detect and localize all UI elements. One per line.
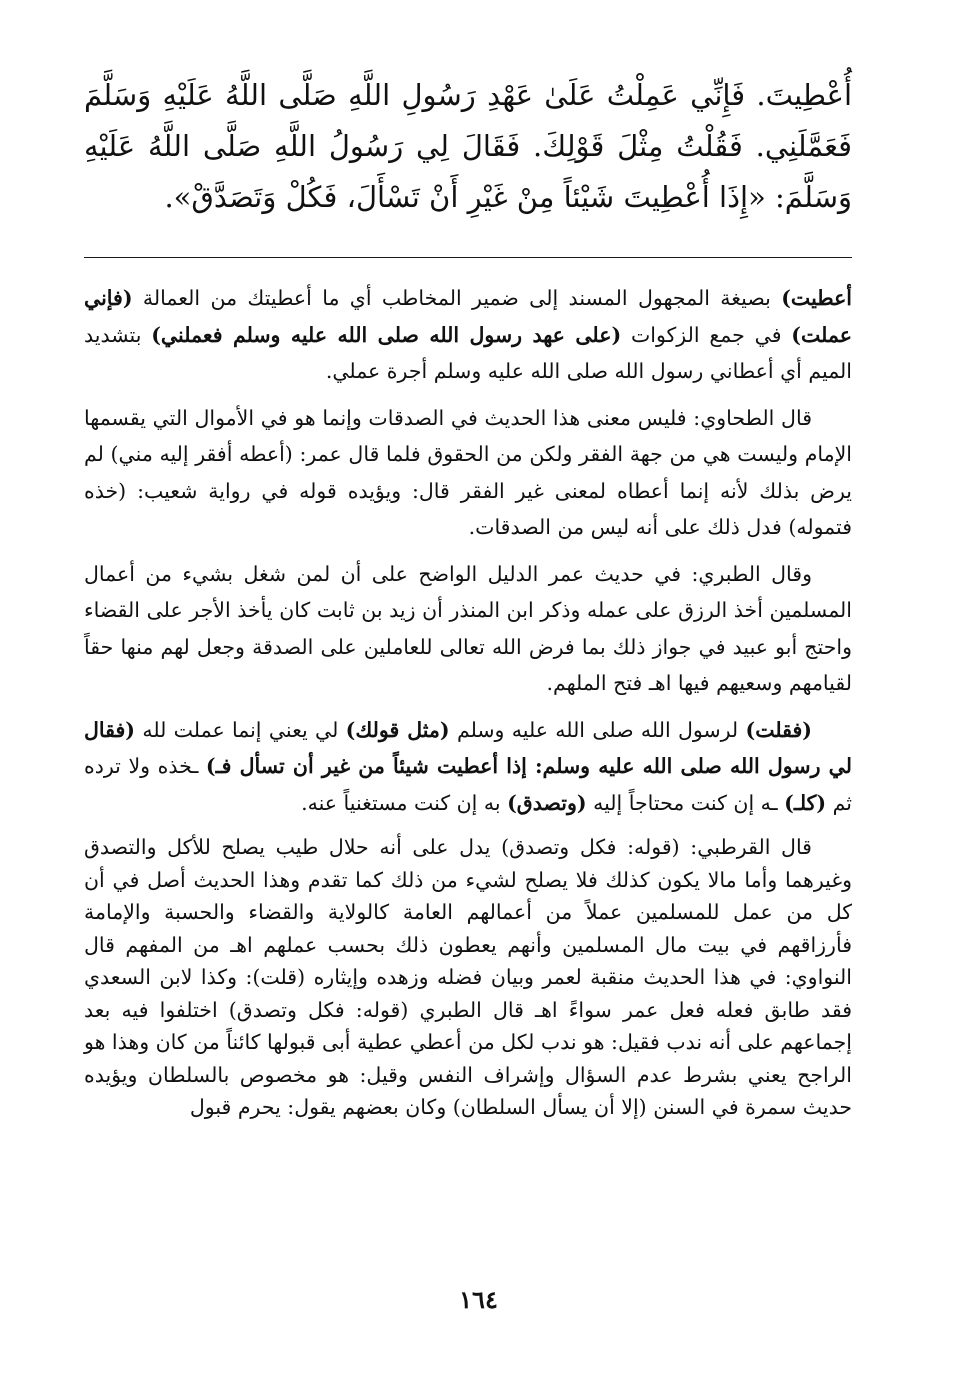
bold-term: أعطيت) [781,286,852,310]
commentary-paragraph-3: وقال الطبري: في حديث عمر الدليل الواضح على أن لمن شغل بشيء من أعمال المسلمين أخذ الرزق على عمله وذكر ابن المنذر أن زيد بن ثابت كان يأخذ الأجر على القضاء واحتج أبو عبيد في جواز ذلك بما فرض الله تعالى للعاملين على الصدقة وجعل لهم منها حقاً لقيامهم وسعيهم فيها اهـ فتح الملهم. [84,561,852,695]
commentary-text: لرسول الله صلى الله عليه وسلم [449,717,746,742]
hadith-text: أُعْطِيتَ. فَإِنِّي عَمِلْتُ عَلَىٰ عَهْدِ رَسُولِ اللَّهِ صَلَّى اللَّهُ عَلَيْهِ وَسَلَّمَ فَعَمَّلَنِي. فَقُلْتُ مِثْلَ قَوْلِكَ. فَقَالَ لِي رَسُولُ اللَّهِ صَلَّى اللَّهُ عَلَيْهِ وَسَلَّمَ: «إِذَا أُعْطِيتَ شَيْئاً مِنْ غَيْرِ أَنْ تَسْأَلَ، فَكُلْ وَتَصَدَّقْ». [84,78,852,214]
commentary-paragraph-2: قال الطحاوي: فليس معنى هذا الحديث في الصدقات وإنما هو في الأموال التي يقسمها الإمام وليست هي من جهة الفقر ولكن من الحقوق فلما قال عمر: (أعطه أفقر إليه مني) لم يرض بذلك لأنه إنما أعطاه لمعنى غير الفقر قال: ويؤيده قوله في رواية شعيب: (خذه فتموله) فدل ذلك على أنه ليس من الصدقات. [84,405,852,539]
commentary-text: ـه إن كنت محتاجاً إليه [586,790,785,815]
commentary-text: بتشديد الميم أي أعطاني رسول الله صلى الله عليه وسلم أجرة عملي. [84,322,852,383]
commentary-text: به إن كنت مستغنياً عنه. [301,790,508,815]
commentary-text: بصيغة المجهول المسند إلى ضمير المخاطب أي ما أعطيتك من العمالة [132,286,782,310]
commentary-paragraph-5: قال القرطبي: (قوله: فكل وتصدق) يدل على أنه حلال طيب يصلح للأكل والتصدق وغيرهما وأما مالا يكون كذلك فلا يصلح لشيء من ذلك كما تقدم وهذا الحديث أصل في أن كل من عمل للمسلمين عملاً من أعمالهم العامة كالولاية والقضاء والحسبة والإمامة فأرزاقهم في بيت مال المسلمين وأنهم يعطون ذلك بحسب عملهم اهـ من المفهم قال النواوي: في هذا الحديث منقبة لعمر وبيان فضله وزهده وإيثاره (قلت): وكذا لابن السعدي فقد طابق فعله فعل عمر سواءً اهـ قال الطبري (قوله: فكل وتصدق) اختلفوا فيه بعد إجماعهم على أنه ندب فقيل: هو ندب لكل من أعطي عطية أبى قبولها كائناً من كان وهذا هو الراجح يعني بشرط عدم السؤال وإشراف النفس وقيل: هو مخصوص بالسلطان ويؤيده حديث سمرة في السنن (إلا أن يسأل السلطان) وكان بعضهم يقول: يحرم قبول [84,835,852,1119]
commentary-paragraph-1 [84,280,852,390]
commentary [84,280,852,1124]
bold-term: (على عهد رسول الله صلى الله عليه وسلم فعملني) [151,322,622,347]
commentary-paragraph-4 [84,712,852,822]
commentary-text: في جمع الزكوات [621,322,792,347]
bold-term: (كلـ) [784,790,827,815]
bold-term: (فقال لي رسول الله صلى الله عليه وسلم: إذا أعطيت شيئاً من غير أن تسأل فـ) [84,717,852,778]
page-body [84,70,852,1360]
commentary-text: ـخذه ولا ترده ثم [84,754,852,815]
bold-term: (وتصدق) [507,790,587,815]
bold-term: (فإني عملت) [84,286,852,347]
bold-term: (مثل قولك) [345,717,450,742]
page-number: ١٦٤ [459,1285,498,1314]
footnote-divider [84,257,852,258]
commentary-text: لي يعني إنما عملت لله [135,717,346,742]
bold-term: (فقلت) [745,717,813,742]
